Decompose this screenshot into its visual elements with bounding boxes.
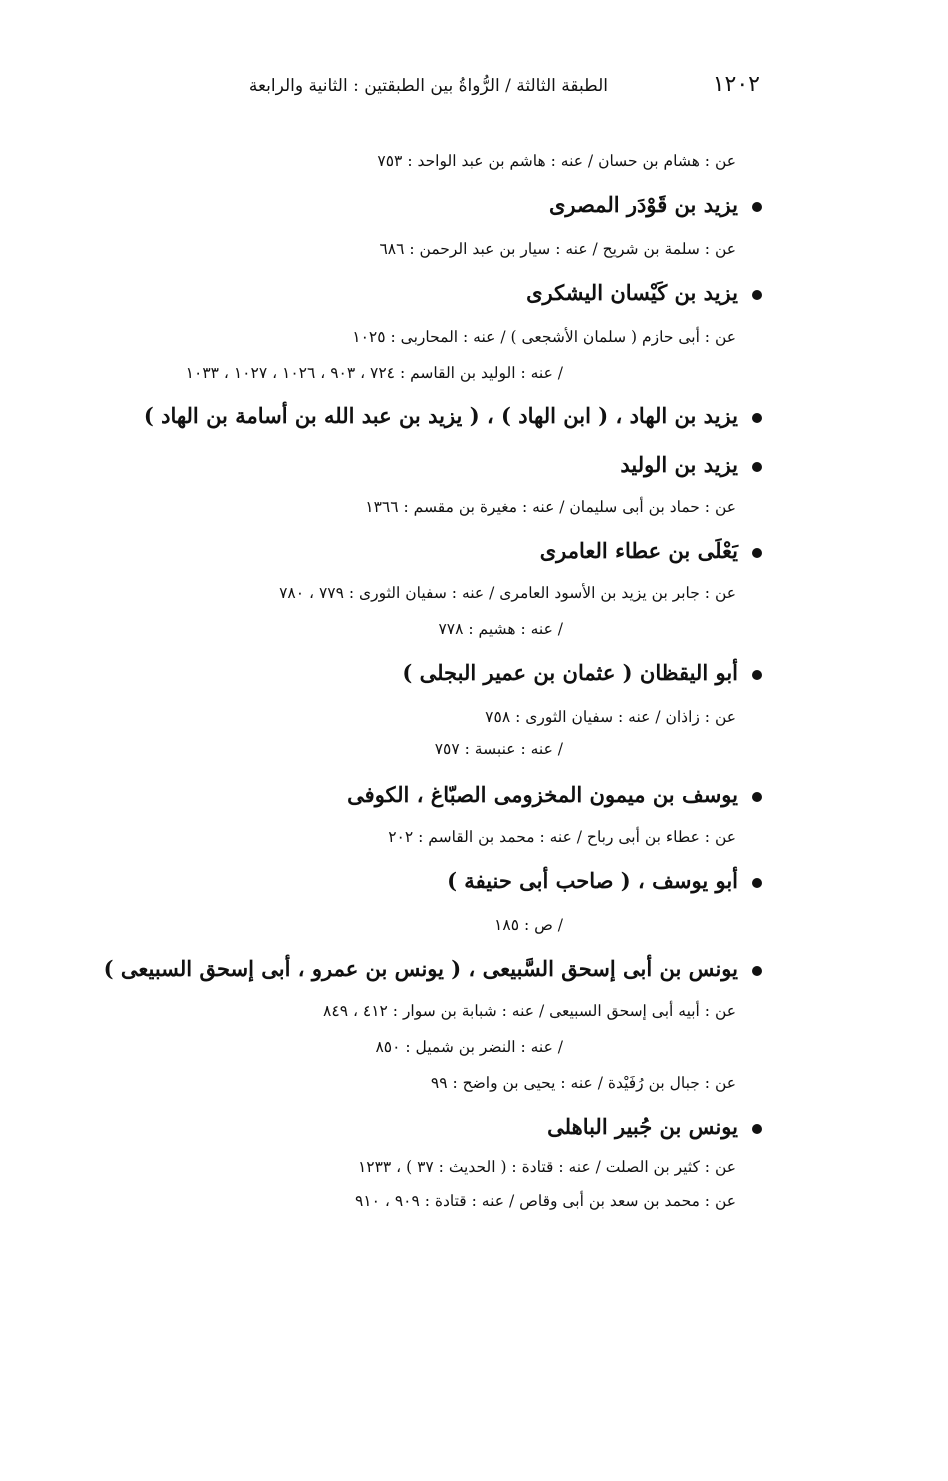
narrator-name: أبو اليقظان ( عثمان بن عمير البجلى )	[402, 660, 738, 685]
narration-line: / عنه : الوليد بن القاسم : ٧٢٤ ، ٩٠٣ ، ١٠٢٦ ، ١٠٢٧ ، ١٠٣٣	[185, 364, 563, 382]
narration-line: / عنه : النضر بن شميل : ٨٥٠	[375, 1038, 563, 1056]
narration-line: عن : أبى حازم ( سلمان الأشجعى ) / عنه : المحاربى : ١٠٢٥	[352, 328, 736, 346]
narrator-entry	[547, 1114, 762, 1139]
narration-line: عن : هشام بن حسان / عنه : هاشم بن عبد الواحد : ٧٥٣	[377, 152, 736, 170]
narrator-entry	[549, 192, 762, 217]
bullet-icon	[752, 462, 762, 472]
bullet-icon	[752, 670, 762, 680]
narrator-entry	[540, 538, 762, 563]
bullet-icon	[752, 878, 762, 888]
narration-line: / ص : ١٨٥	[494, 916, 563, 934]
bullet-icon	[752, 1124, 762, 1134]
narrator-entry	[447, 868, 762, 893]
narration-line: عن : جبال بن رُفَيْدة / عنه : يحيى بن واضح : ٩٩	[430, 1074, 736, 1092]
narration-line: عن : كثير بن الصلت / عنه : قتادة : ( الحديث : ٣٧ ) ، ١٢٣٣	[357, 1158, 736, 1176]
narrator-name: يوسف بن ميمون المخزومى الصبّاغ ، الكوفى	[347, 782, 738, 807]
narration-line: / عنه : هشيم : ٧٧٨	[438, 620, 563, 638]
narration-line: عن : جابر بن يزيد بن الأسود العامرى / عنه : سفيان الثورى : ٧٧٩ ، ٧٨٠	[279, 584, 736, 602]
narrator-name: يزيد بن الهاد ، ( ابن الهاد ) ، ( يزيد بن عبد الله بن أسامة بن الهاد )	[143, 403, 738, 428]
narration-line: عن : زاذان / عنه : سفيان الثورى : ٧٥٨	[485, 708, 736, 726]
narrator-name: يزيد بن قَوْدَر المصرى	[548, 192, 738, 217]
bullet-icon	[752, 413, 762, 423]
narrator-name: يزيد بن الوليد	[620, 452, 738, 477]
narration-line: عن : عطاء بن أبى رباح / عنه : محمد بن القاسم : ٢٠٢	[388, 828, 736, 846]
bullet-icon	[752, 548, 762, 558]
narrator-entry	[402, 660, 762, 685]
narrator-entry	[144, 403, 762, 428]
bullet-icon	[752, 966, 762, 976]
narrator-name: يونس بن أبى إسحق السَّبيعى ، ( يونس بن عمرو ، أبى إسحق السبيعى )	[103, 956, 738, 981]
narrator-entry	[347, 782, 762, 807]
page-number: ١٢٠٢	[712, 72, 760, 97]
narrator-name: يونس بن جُبير الباهلى	[547, 1114, 738, 1139]
narration-line: عن : حماد بن أبى سليمان / عنه : مغيرة بن مقسم : ١٣٦٦	[365, 498, 736, 516]
narrator-entry	[620, 452, 762, 477]
narration-line: عن : محمد بن سعد بن أبى وقاص / عنه : قتادة : ٩٠٩ ، ٩١٠	[354, 1192, 736, 1210]
narrator-entry	[104, 956, 762, 981]
running-title: الطبقة الثالثة / الرُّواةُ بين الطبقتين : الثانية والرابعة	[248, 76, 608, 96]
narration-line: عن : سلمة بن شريح / عنه : سيار بن عبد الرحمن : ٦٨٦	[379, 240, 736, 258]
narrator-name: يَعْلَى بن عطاء العامرى	[539, 538, 738, 563]
narration-line: عن : أبيه أبى إسحق السبيعى / عنه : شبابة بن سوار : ٤١٢ ، ٨٤٩	[323, 1002, 736, 1020]
bullet-icon	[752, 290, 762, 300]
narration-line: / عنه : عنبسة : ٧٥٧	[434, 740, 563, 758]
narrator-name: أبو يوسف ، ( صاحب أبى حنيفة )	[447, 868, 738, 893]
bullet-icon	[752, 202, 762, 212]
narrator-name: يزيد بن كَيْسان اليشكرى	[526, 280, 738, 305]
bullet-icon	[752, 792, 762, 802]
narrator-entry	[526, 280, 762, 305]
